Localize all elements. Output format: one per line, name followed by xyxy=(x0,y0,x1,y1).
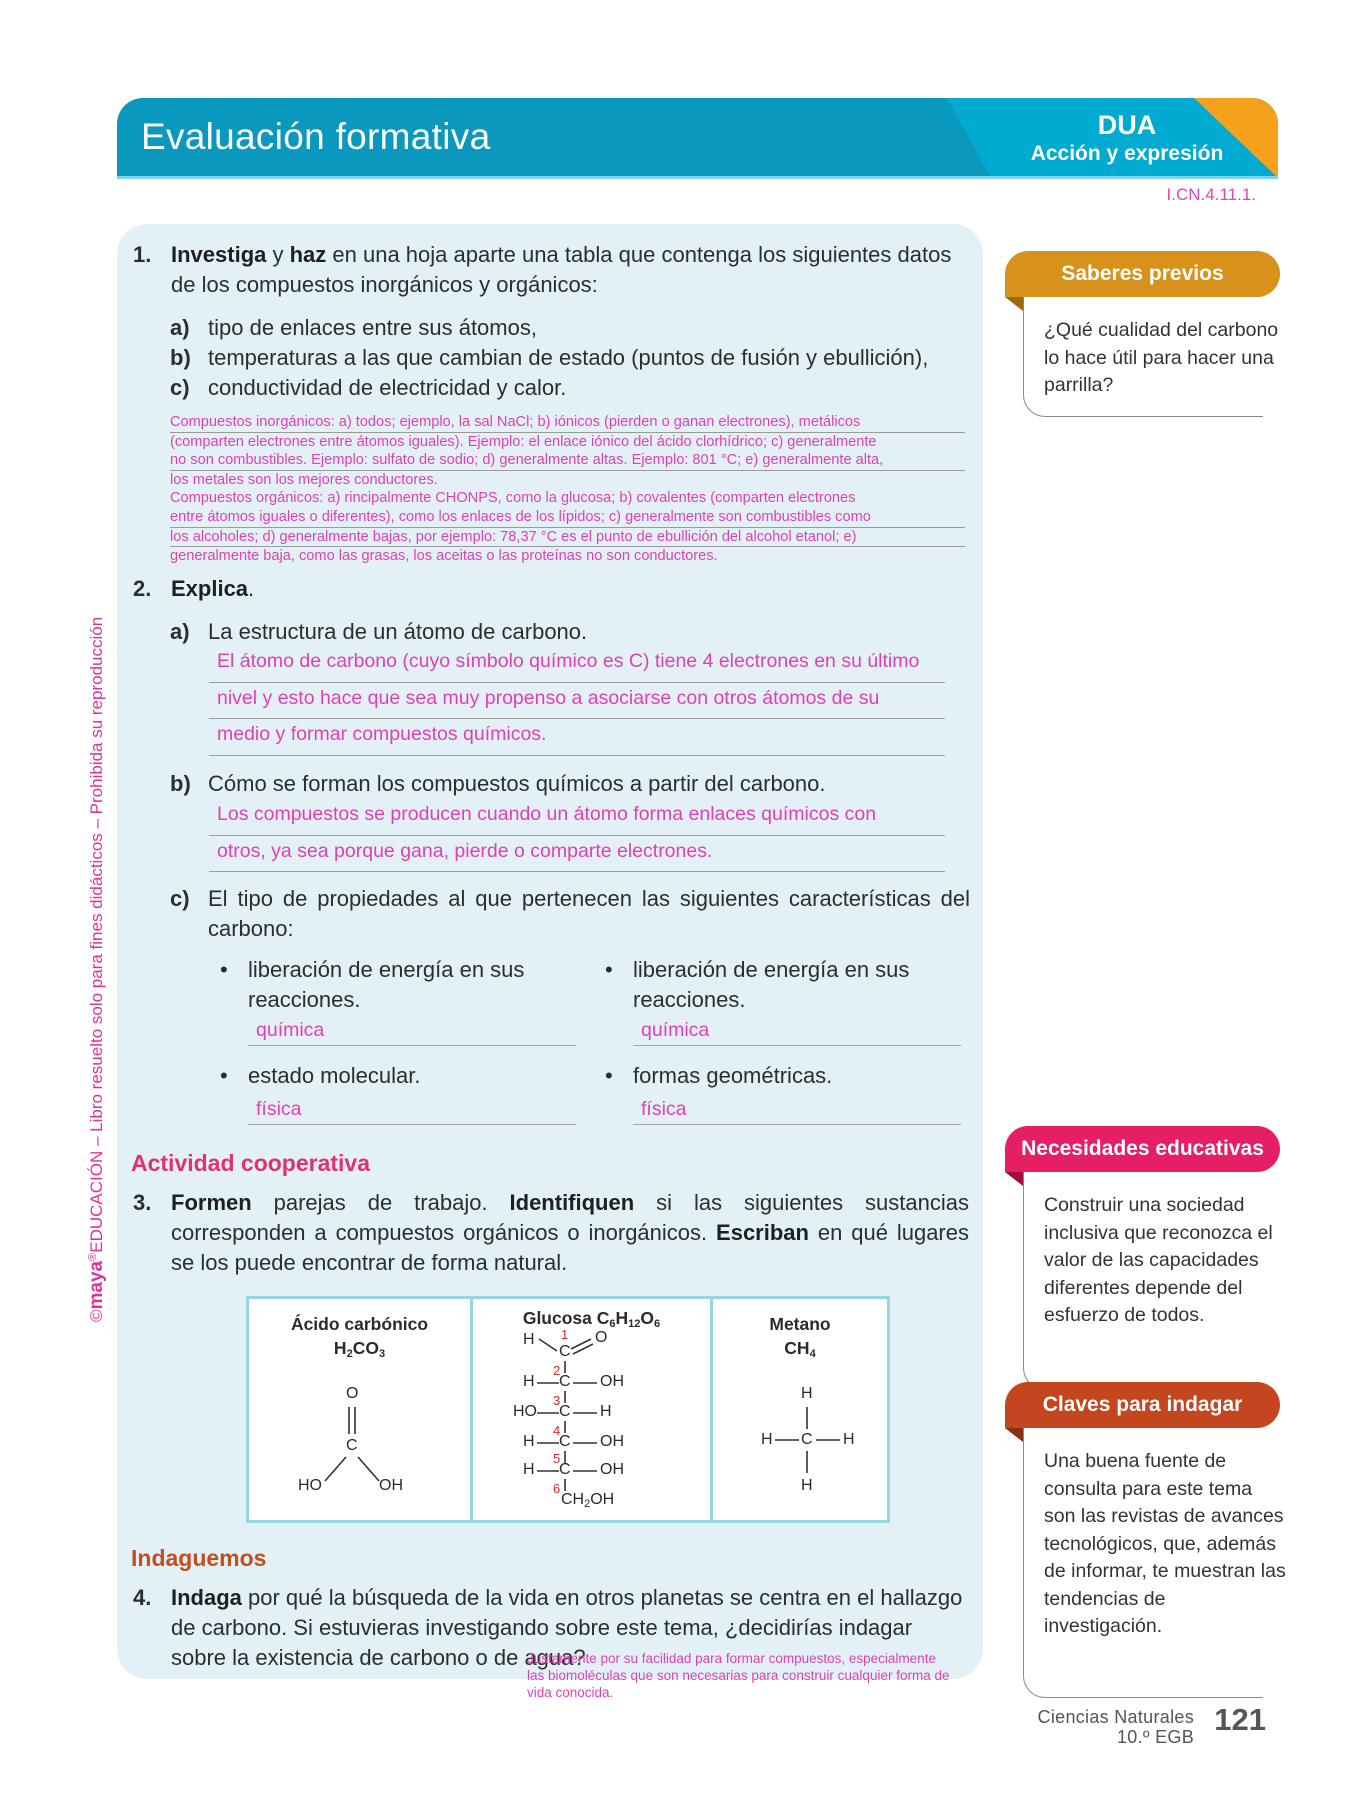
q2a-answer: El átomo de carbono (cuyo símbolo químico es C) tiene 4 electrones en su último nivel y esto hace que sea muy propenso a asociarse con otros átomos de su medio y formar compuestos químicos. xyxy=(209,646,945,756)
indicator-code: I.CN.4.11.1. xyxy=(1166,185,1256,204)
sidebar-body xyxy=(1023,1172,1273,1390)
q2c-answer-1: química xyxy=(248,1016,576,1046)
structures-table xyxy=(246,1296,890,1523)
q4-answer: Justamente por su facilidad para formar compuestos, especialmente las biomoléculas que son necesarias para construir cualquier forma de vida conocida. xyxy=(527,1651,950,1700)
fold-decoration xyxy=(1005,1172,1023,1186)
dua-title: DUA xyxy=(1097,110,1157,140)
q2-item-b: b) Cómo se forman los compuestos químicos a partir del carbono. xyxy=(170,771,826,796)
q2-item-c: c) El tipo de propiedades al que pertenecen las siguientes características del carbono: xyxy=(170,886,970,941)
sidebar-body xyxy=(1023,297,1279,417)
q2c-bullet-1: • liberación de energía en sus reacciones. xyxy=(220,957,525,1012)
fold-decoration xyxy=(1005,297,1023,311)
structure-formula: $CH_4$ xyxy=(784,1338,816,1360)
sidebar-text: Una buena fuente de consulta para este tema son las revistas de avances tecnológicos, que, además de informar, te muestran las tendencias de investigación. xyxy=(1044,1450,1286,1637)
sidebar-text: Construir una sociedad inclusiva que reconozca el valor de las capacidades diferentes depende del esfuerzo de todos. xyxy=(1044,1194,1273,1326)
question-2: 2. Explica. xyxy=(133,576,255,601)
methane-bonds xyxy=(713,1299,887,1520)
page-title: Evaluación formativa xyxy=(141,116,491,157)
q2c-bullet-3: • estado molecular. xyxy=(220,1063,421,1088)
sidebar-body xyxy=(1023,1428,1286,1698)
glucose-bonds xyxy=(473,1299,713,1520)
sidebar-text: ¿Qué cualidad del carbono lo hace útil para hacer una parrilla? xyxy=(1044,319,1279,396)
q2c-answer-2: química xyxy=(633,1016,961,1046)
question-4: 4. Indaga por qué la búsqueda de la vida en otros planetas se centra en el hallazgo de carbono. Si estuvieras investigando sobre este tema, ¿decidirías indagar sobre la existencia de carbono o de agua? xyxy=(133,1585,963,1670)
structure-name: Metano xyxy=(769,1314,831,1334)
sidebar-title: Necesidades educativas xyxy=(1005,1126,1280,1172)
q2c-bullet-2: • liberación de energía en sus reacciones. xyxy=(605,957,910,1012)
question-3: 3. Formen parejas de trabajo. Identifiquen si las siguientes sustancias corresponden a compuestos orgánicos o inorgánicos. Escriban en qué lugares se los puede encontrar de forma natural. xyxy=(133,1190,969,1275)
structure-name: Glucosa $C_6H_{12}O_6$ xyxy=(522,1308,661,1330)
q2-item-a: a) La estructura de un átomo de carbono. xyxy=(170,619,588,644)
question-1: 1. Investiga y haz en una hoja aparte una tabla que contenga los siguientes datos de los compuestos inorgánicos y orgánicos: xyxy=(133,242,952,297)
carbonic-acid-bonds xyxy=(249,1299,473,1520)
section-header xyxy=(117,98,1278,178)
structure-carbonic-acid: Ácido carbónico $H_2CO_3$ O C HO OH xyxy=(249,1299,473,1520)
brand-logo: maya xyxy=(86,1260,107,1310)
structure-glucose: Glucosa $C_6H_{12}O_6$ H 1 C O H 2 C OH HO 3 C H H 4 C OH H 5 C OH 6 $CH_2OH$ xyxy=(473,1299,713,1520)
fold-decoration xyxy=(1005,1428,1023,1442)
inquiry-title: Indaguemos xyxy=(131,1545,267,1571)
sidebar-title: Saberes previos xyxy=(1005,251,1280,297)
q2c-bullet-4: • formas geométricas. xyxy=(605,1063,833,1088)
q1-item-c: c) conductividad de electricidad y calor. xyxy=(170,375,567,400)
structure-name: Ácido carbónico xyxy=(290,1314,429,1334)
sidebar-title: Claves para indagar xyxy=(1005,1382,1280,1428)
page-number: 121 xyxy=(1214,1702,1266,1737)
copyright-side-text: ©maya®EDUCACIÓN – Libro resuelto solo para fines didácticos – Prohibida su reproducción xyxy=(86,616,107,1322)
header-underline xyxy=(117,176,1278,179)
dua-subtitle: Acción y expresión xyxy=(1030,142,1224,165)
q2c-answer-3: física xyxy=(248,1095,576,1125)
structure-methane: Metano $CH_4$ H C H H H xyxy=(713,1299,887,1520)
q1-answer: Compuestos inorgánicos: a) todos; ejemplo, la sal NaCl; b) iónicos (pierden o ganan electrones), metálicos (comparten electrones entre átomos iguales). Ejemplo: el enlace iónico del ácido clorhídrico; c) generalmente no son combustibles. Ejemplo: sulfato de sodio; d) generalmente altas. Ejemplo: 801 °C; e) generalmente alta, los metales son los mejores conductores. Compuestos orgánicos: a) rincipalmente CHONPS, como la glucosa; b) covalentes (comparten electrones entre átomos iguales o diferentes), como los enlaces de los lípidos; c) generalmente son combustibles como los alcoholes; d) generalmente bajas, por ejemplo: 78,37 °C es el punto de ebullición del alcohol etanol; e) generalmente baja, como las grasas, los aceitas o las proteínas no son conductores. xyxy=(170,413,965,566)
q2b-answer: Los compuestos se producen cuando un átomo forma enlaces químicos con otros, ya sea porque gana, pierde o comparte electrones. xyxy=(209,799,945,872)
q1-item-a: a) tipo de enlaces entre sus átomos, xyxy=(170,315,537,340)
q2c-answer-4: física xyxy=(633,1095,961,1125)
q1-item-b: b) temperaturas a las que cambian de estado (puntos de fusión y ebullición), xyxy=(170,345,929,370)
structure-formula: $H_2CO_3$ xyxy=(333,1338,386,1360)
footer-subject: Ciencias Naturales 10.º EGB xyxy=(1037,1707,1194,1747)
cooperative-activity-title: Actividad cooperativa xyxy=(131,1150,371,1176)
